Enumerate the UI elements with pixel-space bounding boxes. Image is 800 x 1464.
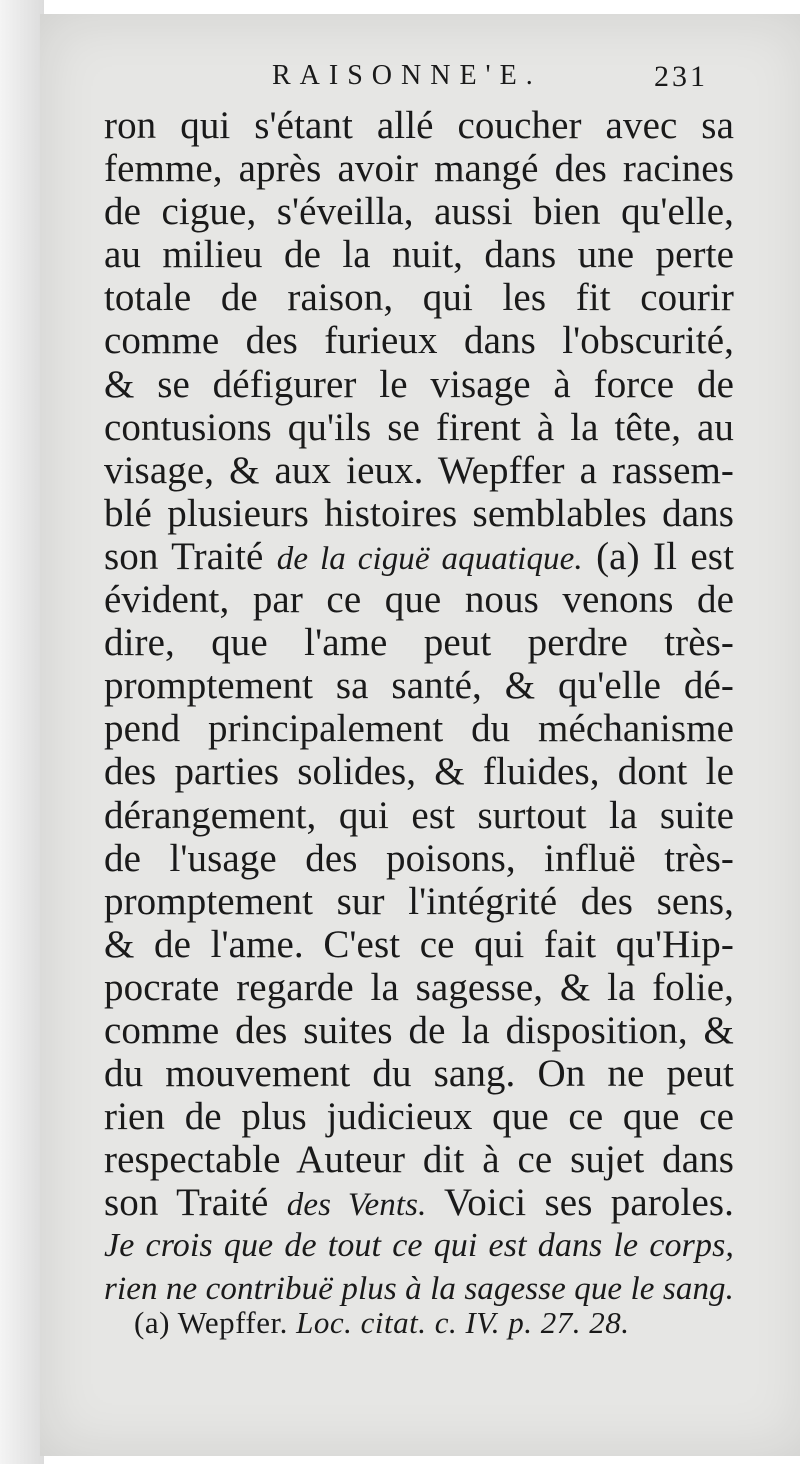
text-roman: Voici ses paroles. bbox=[426, 1181, 734, 1225]
page-gutter-shadow bbox=[0, 0, 44, 1464]
text-line-mixed bbox=[104, 1181, 734, 1224]
text-roman: son Traité bbox=[104, 1181, 287, 1225]
text-line: & de l'ame. C'est ce qui fait qu'Hip- bbox=[104, 922, 734, 966]
text-line: de l'usage des poisons, influë très- bbox=[104, 836, 734, 880]
text-line: respectable Auteur dit à ce sujet dans bbox=[104, 1138, 734, 1182]
text-line: comme des furieux dans l'obscurité, bbox=[104, 319, 734, 363]
body-text bbox=[104, 104, 734, 1311]
text-line: évident, par ce que nous venons de bbox=[104, 578, 734, 622]
footnote bbox=[134, 1305, 629, 1341]
text-line: pocrate regarde la sagesse, & la folie, bbox=[104, 965, 734, 1009]
quotation-line: rien ne contribuë plus à la sagesse que le sang. bbox=[104, 1270, 734, 1307]
page-header bbox=[0, 60, 800, 100]
text-line: dérangement, qui est surtout la suite bbox=[104, 793, 734, 837]
text-line: de cigue, s'éveilla, aussi bien qu'elle, bbox=[104, 190, 734, 234]
book-title-italic: des Vents. bbox=[286, 1187, 427, 1224]
footnote-mark: (a) bbox=[134, 1305, 170, 1340]
text-line: contusions qu'ils se firent à la tête, au bbox=[104, 405, 734, 449]
text-line: rien de plus judicieux que ce que ce bbox=[104, 1095, 734, 1139]
text-line: promptement sur l'intégrité des sens, bbox=[104, 879, 734, 923]
text-line-mixed bbox=[104, 535, 734, 578]
text-line: dire, que l'ame peut perdre très- bbox=[104, 621, 734, 665]
text-line: comme des suites de la disposition, & bbox=[104, 1008, 734, 1052]
book-title-italic: de la ciguë aquatique. bbox=[276, 540, 583, 577]
text-line: du mouvement du sang. On ne peut bbox=[104, 1052, 734, 1096]
running-head: RAISONNE'E. bbox=[272, 60, 542, 91]
text-line: promptement sa santé, & qu'elle dé- bbox=[104, 664, 734, 708]
text-line: & se défigurer le visage à force de bbox=[104, 362, 734, 406]
text-line: des parties solides, & fluides, dont le bbox=[104, 750, 734, 794]
page-number: 231 bbox=[654, 60, 708, 93]
footnote-author: Wepffer. bbox=[177, 1305, 288, 1340]
text-roman: son Traité bbox=[104, 534, 277, 578]
text-line: pend principalement du méchanisme bbox=[104, 707, 734, 751]
text-line: au milieu de la nuit, dans une perte bbox=[104, 233, 734, 277]
text-line: femme, après avoir mangé des racines bbox=[104, 147, 734, 191]
text-line: ron qui s'étant allé coucher avec sa bbox=[104, 104, 734, 147]
footnote-reference: Loc. citat. c. IV. p. 27. 28. bbox=[296, 1305, 630, 1340]
text-line: visage, & aux ieux. Wepffer a rassem- bbox=[104, 448, 734, 492]
quotation-line: Je crois que de tout ce qui est dans le corps, bbox=[104, 1227, 734, 1265]
text-roman: (a) Il est bbox=[582, 534, 735, 578]
text-line: blé plusieurs histoires semblables dans bbox=[104, 491, 734, 535]
text-line: totale de raison, qui les fit courir bbox=[104, 276, 734, 320]
